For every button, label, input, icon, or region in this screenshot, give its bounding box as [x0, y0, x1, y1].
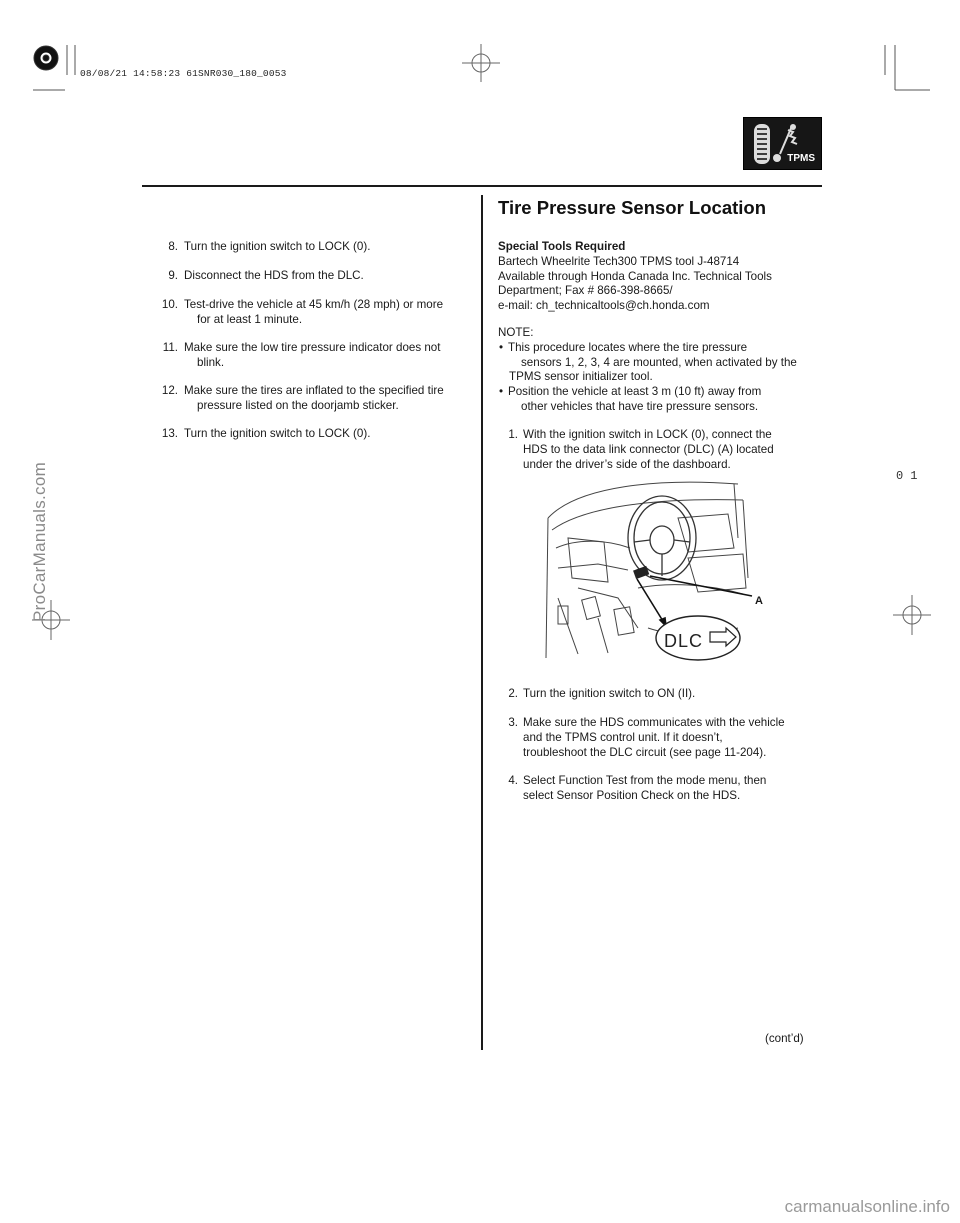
print-stamp: 08/08/21 14:58:23 61SNR030_180_0053 [80, 68, 287, 79]
tpms-section-badge [743, 117, 822, 170]
header-rule [142, 185, 822, 187]
note-block [498, 326, 818, 415]
right-column-steps: 2. Turn the ignition switch to ON (II). 3. Make sure the HDS communicates with the vehicle and the TPMS control unit. If it doesn’t, troubleshoot the DLC circuit (see page 11-204). 4. Select Function Test from the mode menu, then select Sensor Position Check on the HDS. [508, 687, 785, 802]
note-bullet: • This procedure locates where the tire pressure sensors 1, 2, 3, 4 are mounted, when activated by the TPMS sensor initializer tool. [499, 340, 797, 384]
bullet-dot: • [499, 385, 504, 399]
side-watermark: ProCarManuals.com [30, 461, 49, 622]
tools-line: Available through Honda Canada Inc. Technical Tools [498, 269, 772, 283]
special-tools-block [498, 240, 818, 314]
bullet-dot: • [499, 340, 504, 354]
column-divider [481, 195, 483, 1050]
dlc-bubble-text: DLC [664, 631, 704, 651]
top-left-target-mark [34, 46, 58, 70]
tools-line: Department; Fax # 866-398-8665/ [498, 284, 673, 298]
badge-label: TPMS [787, 153, 815, 164]
top-center-crosshair [462, 44, 500, 82]
steering-wheel [628, 496, 696, 580]
footer-watermark: carmanualsonline.info [784, 1197, 950, 1216]
note-bullet: • Position the vehicle at least 3 m (10 ft) away from other vehicles that have tire pressure sensors. [499, 385, 762, 413]
callout-a-label: A [755, 595, 763, 607]
tools-line: e-mail: ch_technicaltools@ch.honda.com [498, 299, 710, 313]
dlc-connector [633, 566, 649, 579]
note-label: NOTE: [498, 326, 534, 339]
page-title: Tire Pressure Sensor Location [498, 197, 767, 218]
section-side-mark: 01 [896, 469, 925, 483]
left-column-steps: 8. Turn the ignition switch to LOCK (0). 9. Disconnect the HDS from the DLC. 10. Test-drive the vehicle at 45 km/h (28 mph) or more for at least 1 minute. 11. Make sure the low tire pressure indicator does not blink. 12. Make sure the tires are inflated to the specified tire pressure listed on the doorjamb sticker. 13. Turn the ignition switch to LOCK (0). [161, 240, 444, 440]
special-tools-heading: Special Tools Required [498, 240, 626, 253]
right-step-1: 1. With the ignition switch in LOCK (0), connect the HDS to the data link connector (DLC) (A) located under the driver’s side of the dashboard. [508, 428, 774, 471]
right-crosshair [893, 595, 931, 635]
tools-line: Bartech Wheelrite Tech300 TPMS tool J-48714 [498, 254, 740, 268]
continued-label: (cont’d) [765, 1032, 804, 1045]
dashboard-dlc-figure [538, 478, 758, 668]
